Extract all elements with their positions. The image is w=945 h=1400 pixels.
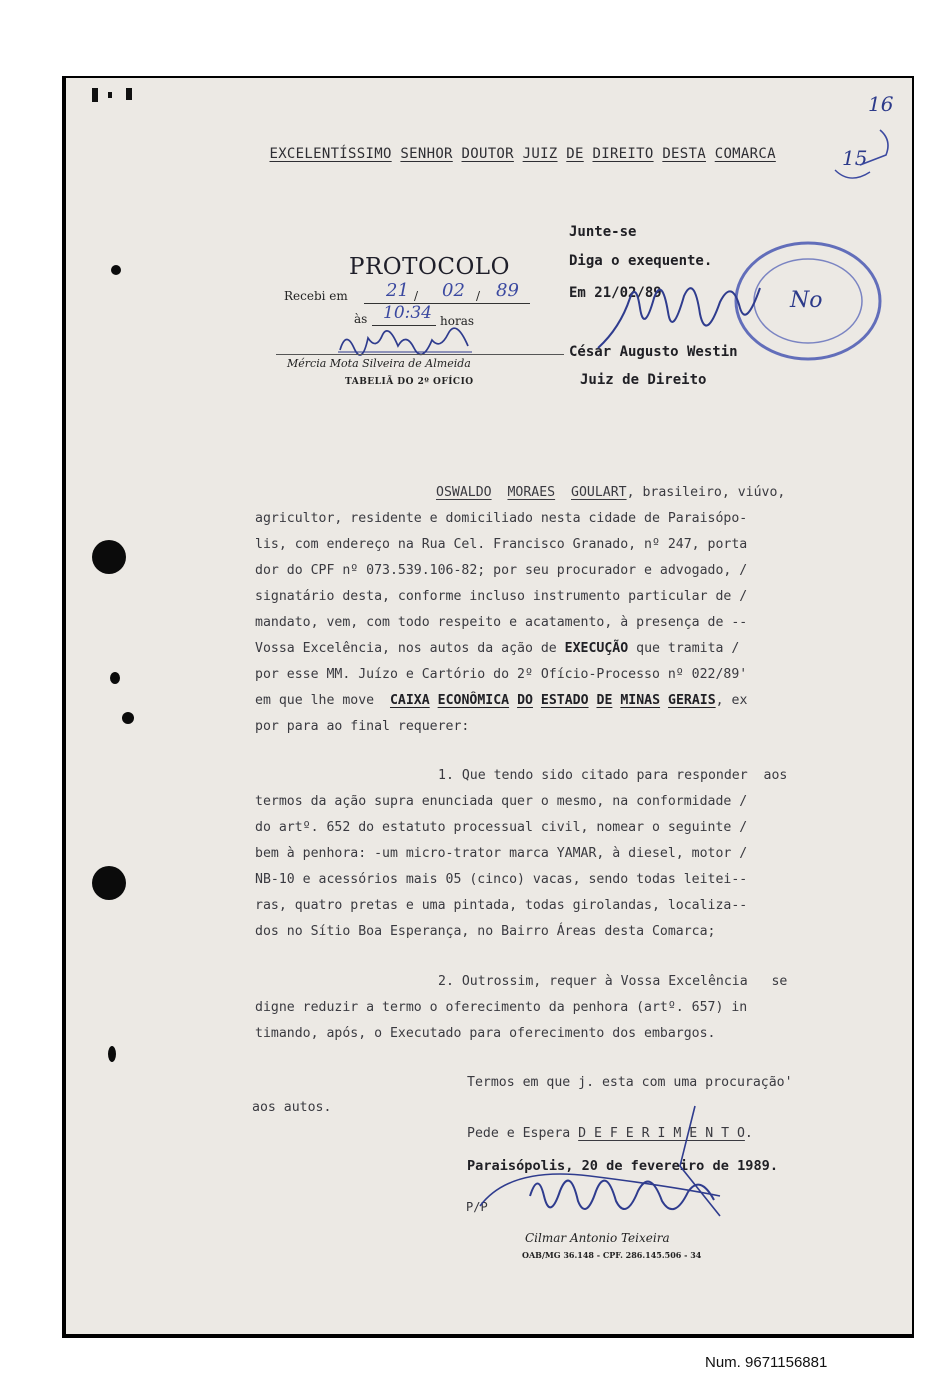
judge-title: Juiz de Direito [580, 372, 707, 388]
plaintiff-word: DO [517, 693, 533, 708]
clerk-signature [336, 326, 476, 356]
body-text: , ex [715, 693, 748, 708]
binder-hole [108, 1046, 116, 1062]
received-month: 02 [442, 280, 465, 301]
body-line: termos da ação supra enunciada quer o mesmo, na conformidade / [255, 794, 748, 809]
binder-hole [111, 265, 121, 275]
body-line: dor do CPF nº 073.539.106-82; por seu procurador e advogado, / [255, 563, 748, 578]
binder-hole [122, 712, 134, 724]
date-sep: / [414, 289, 419, 303]
body-line: do artº. 652 do estatuto processual civil, nomear o seguinte / [255, 820, 748, 835]
body-text: . [744, 1126, 753, 1141]
order-line-2: Diga o exequente. [569, 253, 713, 269]
judge-signature [590, 268, 780, 358]
time-suffix: horas [440, 314, 475, 328]
body-line [255, 641, 739, 656]
closing-line: aos autos. [252, 1100, 332, 1115]
action-type: EXECUÇÃO [564, 641, 629, 656]
body-text: que tramita / [628, 641, 740, 656]
party-name: MORAES [507, 485, 556, 500]
plaintiff-word: MINAS [620, 693, 661, 708]
received-label: Recebi em [284, 289, 348, 303]
heading-word: JUIZ [522, 146, 558, 162]
body-line: mandato, vem, com todo respeito e acatamento, à presença de -- [255, 615, 748, 630]
margin-note-top: 16 [868, 92, 894, 116]
body-line: 1. Que tendo sido citado para responder aos [438, 768, 788, 783]
party-name: GOULART [571, 485, 627, 500]
body-text: em que lhe move [255, 693, 390, 708]
clerk-name: Mércia Mota Silveira de Almeida [287, 357, 471, 370]
plaintiff-word: ECONÔMICA [437, 693, 510, 708]
heading-word: COMARCA [714, 146, 776, 162]
body-line: agricultor, residente e domiciliado nesta cidade de Paraisópo- [255, 511, 748, 526]
body-line: digne reduzir a termo o oferecimento da penhora (artº. 657) in [255, 1000, 748, 1015]
body-text: Vossa Excelência, nos autos da ação de [255, 641, 565, 656]
body-line [255, 693, 747, 708]
time-value: 10:34 [383, 303, 432, 323]
received-year: 89 [496, 280, 519, 301]
time-prefix: às [354, 312, 368, 326]
plaintiff-word: DE [596, 693, 613, 708]
lawyer-oab: OAB/MG 36.148 - CPF. 286.145.506 - 34 [522, 1250, 702, 1260]
heading [252, 130, 776, 162]
corner-mark [126, 88, 132, 100]
heading-word: DIREITO [592, 146, 654, 162]
corner-mark [108, 92, 112, 98]
lawyer-name: Cilmar Antonio Teixeira [525, 1231, 670, 1245]
body-line: NB-10 e acessórios mais 05 (cinco) vacas, sendo todas leitei-- [255, 872, 748, 887]
pp-label: P/P [466, 1200, 488, 1214]
body-line: ras, quatro pretas e uma pintada, todas girolandas, localiza-- [255, 898, 748, 913]
body-line: signatário desta, conforme incluso instrumento particular de / [255, 589, 748, 604]
closing-line: Termos em que j. esta com uma procuração' [467, 1075, 793, 1090]
deferimento: D E F E R I M E N T O [578, 1126, 745, 1141]
margin-note-bottom: 15 [842, 146, 868, 170]
place-date: Paraisópolis, 20 de fevereiro de 1989. [467, 1158, 778, 1174]
received-day: 21 [386, 280, 409, 301]
plaintiff-word: ESTADO [540, 693, 589, 708]
body-line: por para ao final requerer: [255, 719, 470, 734]
order-line-3: Em 21/02/89 [569, 285, 662, 301]
plaintiff-word: GERAIS [668, 693, 716, 708]
heading-word: DESTA [662, 146, 706, 162]
stamp-line [276, 354, 564, 355]
protocol-title: PROTOCOLO [349, 254, 510, 280]
corner-mark [92, 88, 98, 102]
binder-hole [92, 866, 126, 900]
heading-word: SENHOR [400, 146, 453, 162]
judge-name: César Augusto Westin [569, 344, 738, 360]
body-line: por esse MM. Juízo e Cartório do 2º Ofício-Processo nº 022/89' [255, 667, 748, 682]
heading-word: DOUTOR [461, 146, 514, 162]
binder-hole [110, 672, 120, 684]
body-text: Pede e Espera [467, 1126, 579, 1141]
body-line: timando, após, o Executado para oferecimento dos embargos. [255, 1026, 716, 1041]
margin-note-stroke [820, 100, 900, 190]
binder-hole [92, 540, 126, 574]
clerk-office: TABELIÃ DO 2º OFÍCIO [345, 377, 474, 387]
party-name: OSWALDO [436, 485, 492, 500]
body-line: 2. Outrossim, requer à Vossa Excelência se [438, 974, 788, 989]
plaintiff-word: CAIXA [389, 693, 430, 708]
date-sep: / [476, 289, 481, 303]
document-number: Num. 9671156881 [705, 1354, 828, 1371]
heading-word: EXCELENTÍSSIMO [269, 146, 392, 162]
body-line [436, 485, 785, 500]
body-line: bem à penhora: -um micro-trator marca YAMAR, à diesel, motor / [255, 846, 748, 861]
heading-word: DE [566, 146, 584, 162]
judge-initials: No [790, 288, 823, 313]
body-line: lis, com endereço na Rua Cel. Francisco Granado, nº 247, porta [255, 537, 748, 552]
order-line-1: Junte-se [569, 224, 637, 240]
body-text: , brasileiro, viúvo, [626, 485, 786, 500]
body-line: dos no Sítio Boa Esperança, no Bairro Áreas desta Comarca; [255, 924, 716, 939]
